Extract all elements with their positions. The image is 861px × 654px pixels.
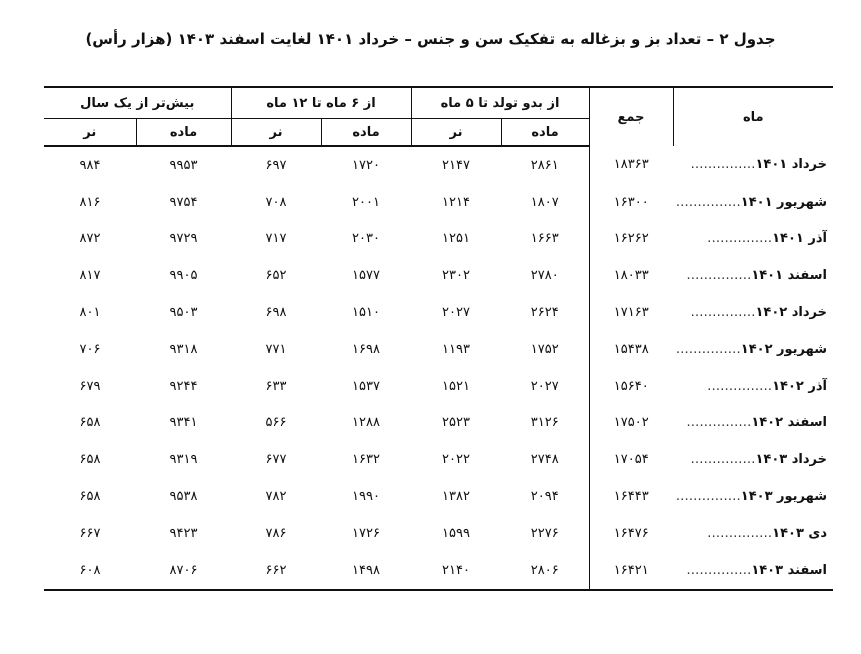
g2-male-cell: ۶۳۳ [265,378,287,394]
g3-male-cell: ۷۰۶ [79,341,101,357]
total-cell: ۱۸۰۳۳ [589,257,673,294]
g2-female-cell: ۲۰۰۱ [352,194,380,210]
g2-male-cell: ۷۸۲ [265,489,287,505]
leader-dots: …………… [690,157,756,173]
total-cell: ۱۷۵۰۲ [589,405,673,442]
g3-male-cell: ۸۷۲ [79,231,101,247]
total-cell: ۱۶۴۷۶ [589,515,673,552]
g3-male-cell: ۶۵۸ [79,415,101,431]
g1-female-cell: ۱۸۰۷ [530,194,559,210]
table-row [44,331,833,368]
g1-male-cell: ۱۱۹۳ [442,341,470,357]
total-cell: ۱۸۳۶۳ [589,146,673,184]
header-g1-male: نر [411,119,501,147]
g1-female-cell: ۲۲۷۶ [530,525,559,541]
g1-female-cell: ۱۶۶۳ [530,231,559,247]
leader-dots: …………… [686,268,752,284]
g3-male-cell: ۸۰۱ [79,305,101,321]
table-row [44,146,833,184]
g3-male-cell: ۶۵۸ [79,489,101,505]
g2-female-cell: ۱۷۲۰ [352,157,380,173]
g3-female-cell: ۹۵۰۳ [169,305,198,321]
g2-female-cell: ۱۷۲۶ [352,525,380,541]
total-cell: ۱۵۶۴۰ [589,368,673,405]
g1-male-cell: ۲۳۰۲ [442,268,470,284]
g3-female-cell: ۹۲۴۴ [169,378,198,394]
leader-dots: …………… [707,378,773,394]
leader-dots: …………… [686,415,752,431]
g3-female-cell: ۹۳۴۱ [169,415,198,431]
header-g3-female: ماده [136,119,231,147]
g1-male-cell: ۲۰۲۲ [442,452,470,468]
g2-female-cell: ۲۰۳۰ [352,231,380,247]
leader-dots: …………… [675,341,741,357]
g3-female-cell: ۹۵۳۸ [169,489,198,505]
month-label: خرداد ۱۴۰۲ [755,305,828,321]
g3-female-cell: ۹۷۲۹ [169,231,198,247]
total-cell: ۱۷۰۵۴ [589,441,673,478]
g1-male-cell: ۲۱۴۷ [442,157,470,173]
g1-female-cell: ۲۷۴۸ [530,452,559,468]
table-row [44,441,833,478]
month-cell [673,146,833,184]
month-label: خرداد ۱۴۰۱ [755,157,828,173]
g3-male-cell: ۶۵۸ [79,452,101,468]
total-cell: ۱۶۳۰۰ [589,184,673,221]
g2-female-cell: ۱۶۹۸ [352,341,380,357]
g3-female-cell: ۹۹۵۳ [169,157,198,173]
month-cell [673,368,833,405]
table-row [44,294,833,331]
header-g2-female: ماده [321,119,411,147]
g2-male-cell: ۶۹۸ [265,305,287,321]
g1-female-cell: ۲۸۶۱ [530,157,559,173]
month-label: شهریور ۱۴۰۲ [740,341,828,357]
total-cell: ۱۶۴۴۳ [589,478,673,515]
month-cell [673,405,833,442]
g1-female-cell: ۲۸۰۶ [501,552,589,590]
g3-male-cell: ۶۰۸ [44,552,136,590]
total-cell: ۱۶۲۶۲ [589,221,673,258]
g3-female-cell: ۹۳۱۹ [169,452,198,468]
g1-male-cell: ۱۲۱۴ [442,194,470,210]
total-cell: ۱۵۴۳۸ [589,331,673,368]
g1-male-cell: ۱۲۵۱ [442,231,470,247]
leader-dots: …………… [690,452,756,468]
month-label: اسفند ۱۴۰۳ [751,562,828,578]
leader-dots: …………… [707,231,773,247]
month-cell [673,515,833,552]
g3-female-cell: ۹۳۱۸ [169,341,198,357]
g2-female-cell: ۱۵۱۰ [352,305,380,321]
header-total: جمع [589,87,673,146]
leader-dots: …………… [690,305,756,321]
g3-male-cell: ۸۱۷ [79,268,101,284]
table-row [44,478,833,515]
g1-male-cell: ۱۳۸۲ [442,489,470,505]
g1-male-cell: ۱۵۹۹ [442,525,470,541]
month-cell [673,221,833,258]
g3-female-cell: ۹۷۵۴ [169,194,198,210]
g3-male-cell: ۸۱۶ [79,194,101,210]
header-group-6-12-months: از ۶ ماه تا ۱۲ ماه [231,87,411,119]
month-label: آذر ۱۴۰۲ [772,378,828,394]
g2-male-cell: ۷۰۸ [265,194,287,210]
g3-male-cell: ۹۸۴ [79,157,101,173]
g1-male-cell: ۲۱۴۰ [411,552,501,590]
month-label: آذر ۱۴۰۱ [772,231,828,247]
g2-male-cell: ۶۷۷ [265,452,287,468]
month-label: اسفند ۱۴۰۱ [751,268,828,284]
g1-female-cell: ۳۱۲۶ [530,415,559,431]
g2-female-cell: ۱۵۳۷ [352,378,380,394]
g3-male-cell: ۶۷۹ [79,378,101,394]
g1-male-cell: ۲۰۲۷ [442,305,470,321]
total-cell: ۱۷۱۶۳ [589,294,673,331]
g3-female-cell: ۸۷۰۶ [136,552,231,590]
g2-male-cell: ۶۶۲ [231,552,321,590]
header-group-newborn: از بدو تولد تا ۵ ماه [411,87,589,119]
table-row [44,405,833,442]
month-cell [673,478,833,515]
g2-female-cell: ۱۵۷۷ [352,268,380,284]
g2-female-cell: ۱۹۹۰ [352,489,380,505]
month-label: خرداد ۱۴۰۳ [755,452,828,468]
month-label: شهریور ۱۴۰۱ [740,194,828,210]
month-cell [673,552,833,590]
g2-male-cell: ۷۷۱ [265,341,287,357]
g2-female-cell: ۱۴۹۸ [321,552,411,590]
g3-female-cell: ۹۴۲۳ [169,525,198,541]
table-row [44,184,833,221]
month-cell [673,441,833,478]
g1-female-cell: ۲۷۸۰ [530,268,559,284]
header-month: ماه [673,87,833,146]
g2-male-cell: ۶۵۲ [265,268,287,284]
g1-female-cell: ۲۰۹۴ [530,489,559,505]
table-row [44,515,833,552]
goat-count-table [44,86,833,591]
header-g2-male: نر [231,119,321,147]
month-cell [673,257,833,294]
g2-female-cell: ۱۶۳۲ [352,452,380,468]
g2-male-cell: ۵۶۶ [265,415,287,431]
g3-male-cell: ۶۶۷ [79,525,101,541]
g1-female-cell: ۲۶۲۴ [530,305,559,321]
header-g3-male: نر [44,119,136,147]
leader-dots: …………… [707,525,773,541]
table-title: جدول ۲ – تعداد بز و بزغاله به تفکیک سن و جنس – خرداد ۱۴۰۱ لغایت اسفند ۱۴۰۳ (هزار رأس) [85,30,776,48]
g2-male-cell: ۷۸۶ [265,525,287,541]
g2-female-cell: ۱۲۸۸ [352,415,380,431]
leader-dots: …………… [686,562,752,578]
g1-female-cell: ۱۷۵۲ [530,341,559,357]
month-cell [673,331,833,368]
month-label: شهریور ۱۴۰۳ [740,489,828,505]
g2-male-cell: ۷۱۷ [265,231,287,247]
month-label: دی ۱۴۰۳ [772,525,828,541]
leader-dots: …………… [675,194,741,210]
g3-female-cell: ۹۹۰۵ [169,268,198,284]
total-cell: ۱۶۴۲۱ [589,552,673,590]
g1-male-cell: ۲۵۲۳ [442,415,470,431]
header-group-over-1-year: بیش‌تر از یک سال [44,87,231,119]
table-row [44,368,833,405]
g1-female-cell: ۲۰۲۷ [530,378,559,394]
table-row [44,257,833,294]
header-g1-female: ماده [501,119,589,147]
month-label: اسفند ۱۴۰۲ [751,415,828,431]
g1-male-cell: ۱۵۲۱ [442,378,470,394]
month-cell [673,294,833,331]
g2-male-cell: ۶۹۷ [265,157,287,173]
leader-dots: …………… [675,489,741,505]
table-row [44,221,833,258]
month-cell [673,184,833,221]
table-row [44,552,833,590]
